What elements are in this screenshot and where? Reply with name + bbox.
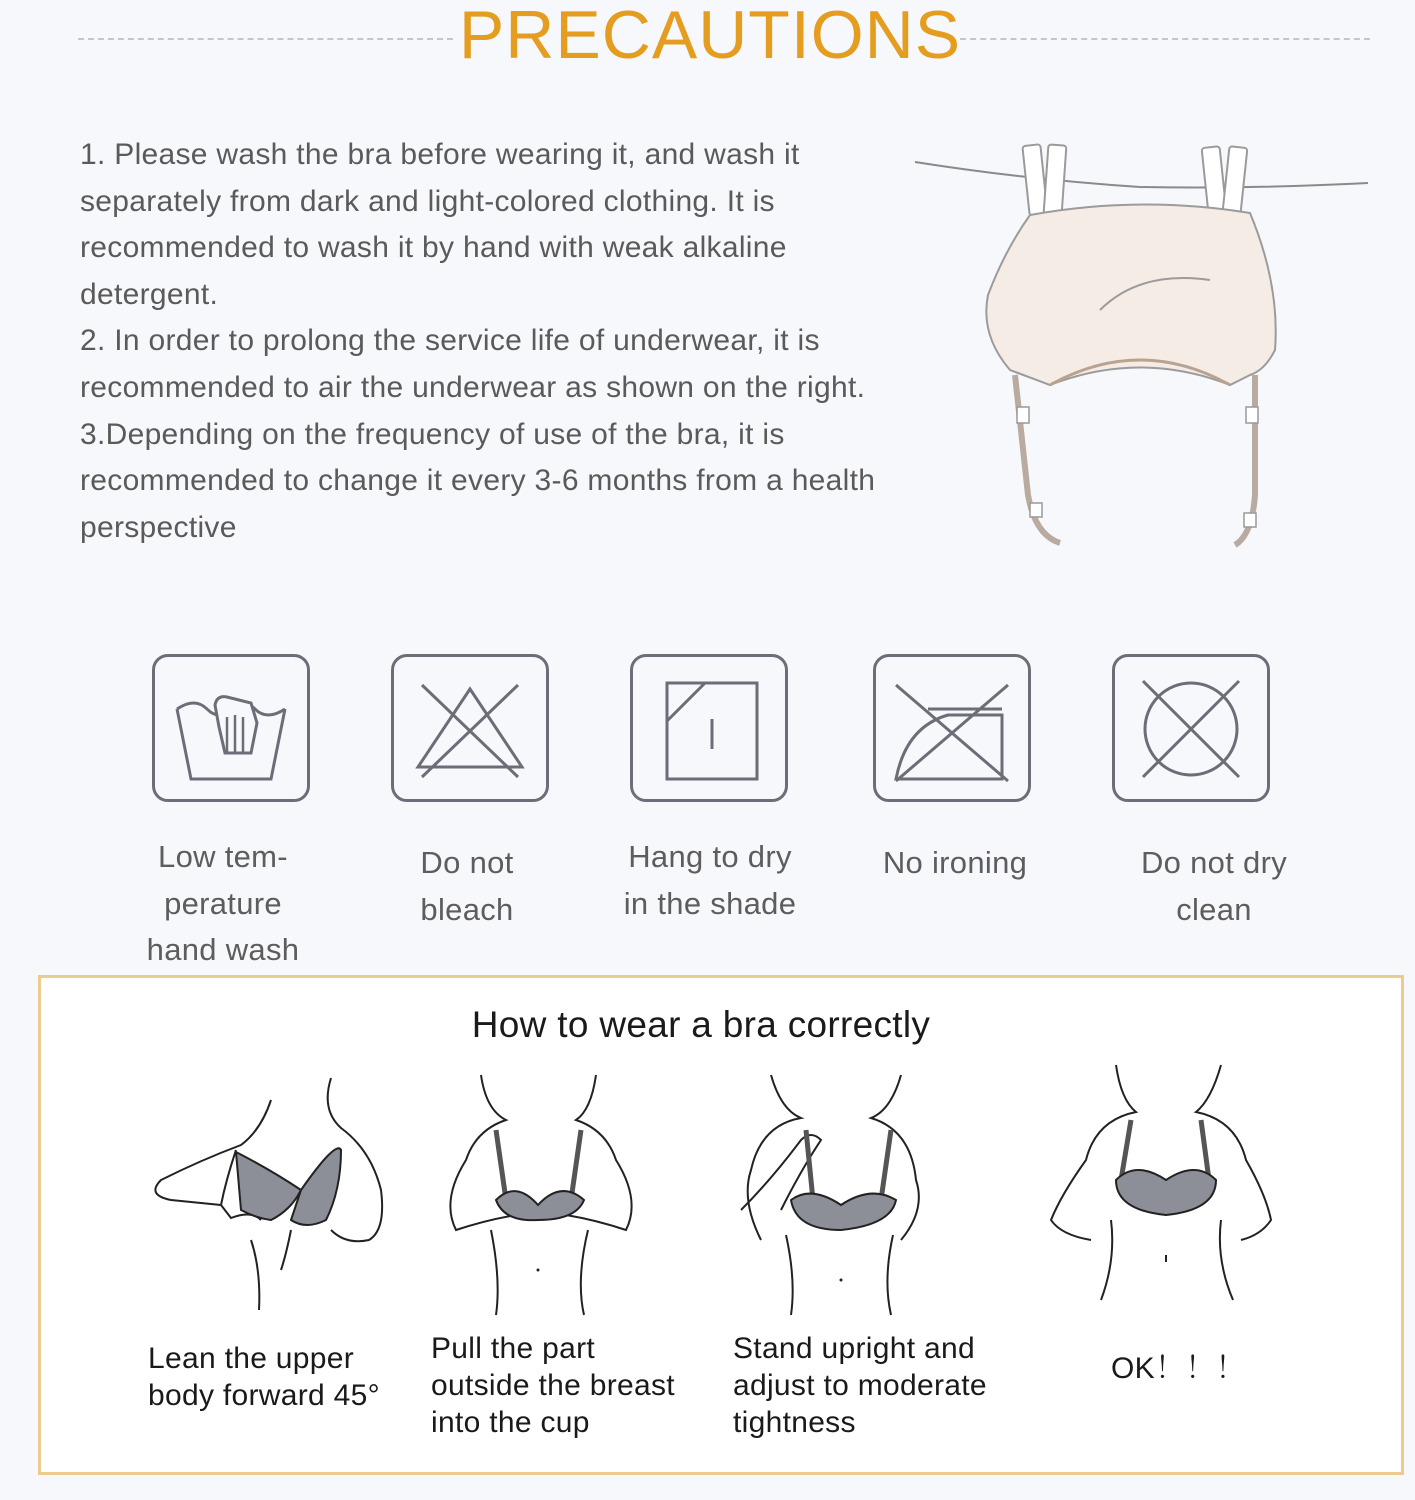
finished-figure-icon xyxy=(1021,1060,1281,1315)
step-label-adjust: Stand upright and adjust to moderate tightness xyxy=(733,1332,987,1439)
step-label-ok: OK！！！ xyxy=(1111,1352,1246,1385)
wear-guide-title: How to wear a bra correctly xyxy=(471,1004,931,1045)
page-title: PRECAUTIONS xyxy=(458,0,962,73)
pull-into-cup-figure-icon xyxy=(426,1070,656,1325)
instruction-item: 2. In order to prolong the service life of underwear, it is recommended to air the underwear as shown on the right. xyxy=(80,324,866,404)
header-divider-left xyxy=(78,38,453,40)
step-label-lean: Lean the upper body forward 45° xyxy=(148,1342,380,1412)
instruction-item: 1. Please wash the bra before wearing it, and wash it separately from dark and light-colored clothing. It is recommended to wash it by hand with weak alkaline detergent. xyxy=(80,138,800,311)
care-label-no-dry-clean: Do not dry clean xyxy=(1140,845,1287,927)
instruction-list xyxy=(80,132,910,551)
lean-forward-figure-icon xyxy=(141,1070,401,1325)
step-label-pull: Pull the part outside the breast into the cup xyxy=(431,1332,675,1439)
no-iron-icon xyxy=(873,654,1031,802)
care-label-no-iron: No ironing xyxy=(882,845,1028,880)
care-label-hang-dry: Hang to dry in the shade xyxy=(623,839,797,921)
wear-guide-panel xyxy=(38,975,1404,1475)
header-divider-right xyxy=(960,38,1370,40)
hang-dry-shade-icon xyxy=(630,654,788,802)
care-label-no-bleach: Do not bleach xyxy=(420,845,514,927)
instruction-item: 3.Depending on the frequency of use of the bra, it is recommended to change it every 3-6 months from a health perspective xyxy=(80,417,876,544)
hand-wash-icon xyxy=(152,654,310,802)
bra-drying-on-line-icon xyxy=(910,135,1380,565)
adjust-straps-figure-icon xyxy=(701,1070,961,1325)
care-label-hand-wash: Low tem- perature hand wash xyxy=(146,839,300,967)
no-bleach-icon xyxy=(391,654,549,802)
no-dry-clean-icon xyxy=(1112,654,1270,802)
